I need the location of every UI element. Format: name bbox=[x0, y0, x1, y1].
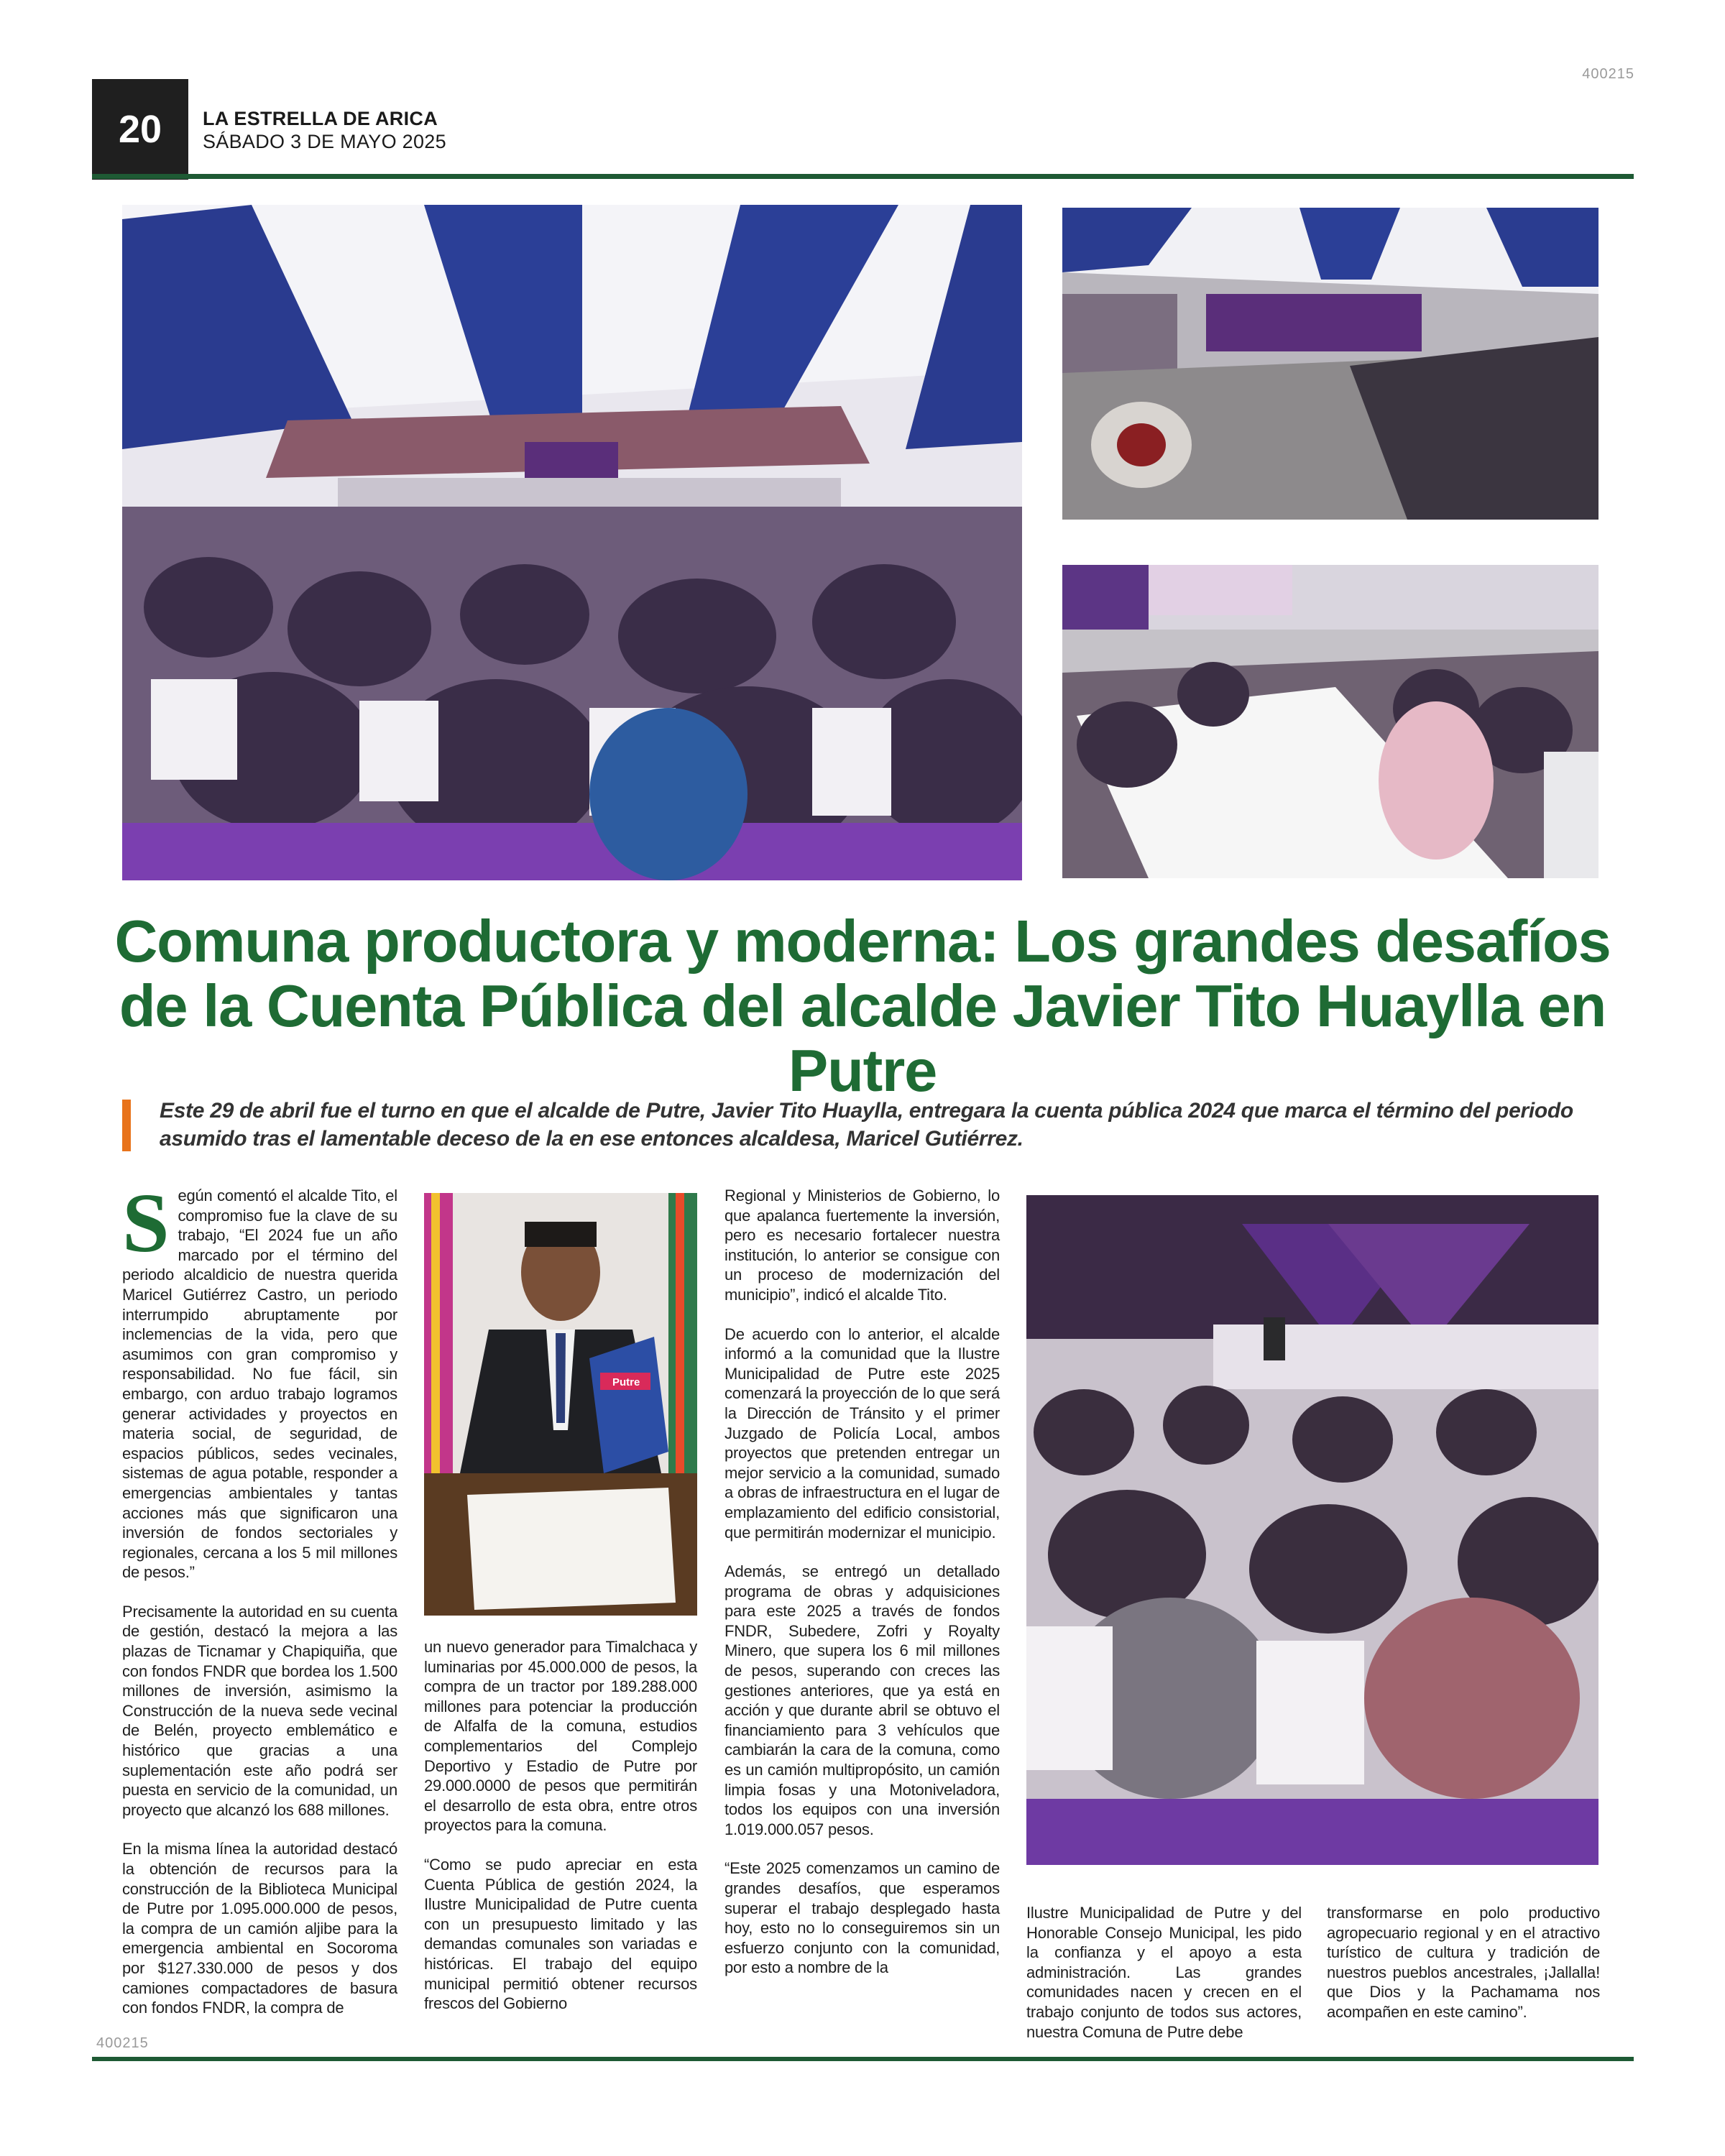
photo-mayor-portrait bbox=[424, 1193, 697, 1616]
photo-ceremony-audience bbox=[1026, 1195, 1598, 1865]
article-column-2 bbox=[424, 1637, 697, 2033]
photo-tent-drum bbox=[1062, 208, 1598, 520]
photo-audience-tent bbox=[122, 205, 1022, 880]
bottom-archive-code: 400215 bbox=[96, 2035, 149, 2051]
publication-date: SÁBADO 3 DE MAYO 2025 bbox=[203, 131, 446, 152]
page-number: 20 bbox=[92, 79, 188, 180]
booklet-title: Putre bbox=[612, 1376, 640, 1388]
article-headline: Comuna productora y moderna: Los grandes desafíos de la Cuenta Pública del alcalde Javier Tito Huaylla en Putre bbox=[114, 908, 1611, 1104]
footer-rule bbox=[92, 2057, 1634, 2061]
newspaper-name: LA ESTRELLA DE ARICA bbox=[203, 108, 438, 129]
col3-paragraph-3: Además, se entregó un detallado programa de obras y adquisiciones para este 2025 a través de fondos FNDR, Subedere, Zofri y Royalty Minero, que supera los 6 mil millones de pesos, superando con creces las gestiones anteriores, que ya está en acción y que durante abril se obtuvo el financiamiento para 3 vehículos que cambiarán la cara de la comuna, como es un camión multipropósito, un camión limpia fosas y una Motoniveladora, todos los equipos con una inversión 1.019.000.057 pesos. bbox=[724, 1562, 1000, 1838]
col1-paragraph-2: Precisamente la autoridad en su cuenta de gestión, destacó la mejora a las plazas de Ticnamar y Chapiquiña, que con fondos FNDR que bordea los 1.500 millones de inversión, asimismo la Construcción de la nueva sede vecinal de Belén, proyecto emblemático e histórico que gracias a una suplementación este año podrá ser puesta en servicio de la comunidad, un proyecto que alcanzó los 688 millones. bbox=[122, 1602, 397, 1819]
col2-paragraph-1: un nuevo generador para Timalchaca y luminarias por 45.000.000 de pesos, la compra de un tractor por 189.288.000 millones para potenciar la producción de Alfalfa de la comuna, estudios complementarios del Complejo Deportivo y Estadio de Putre por 29.000.0000 de pesos que permitirán el desarrollo de esta obra, entre otros proyectos para la comuna. bbox=[424, 1638, 697, 1835]
drop-cap: S bbox=[122, 1176, 170, 1270]
col5-paragraph-1: transformarse en polo productivo agropecuario regional y en el atractivo turístico de cultura y tradición de nuestros pueblos ancestrales, ¡Jallalla! que Dios y la Pachamama nos acompañen en este camino”. bbox=[1327, 1904, 1600, 2021]
col3-paragraph-1: Regional y Ministerios de Gobierno, lo que apalanca fuertemente la inversión, pero es necesario fortalecer nuestra institución, lo anterior se consigue con un proceso de modernización del municipio”, indicó el alcalde Tito. bbox=[724, 1187, 1000, 1304]
article-column-4 bbox=[1026, 1903, 1302, 2061]
col3-paragraph-4: “Este 2025 comenzamos un camino de grandes desafíos, que esperamos superar el trabajo desplegado hasta hoy, esto no lo conseguiremos sin un esfuerzo conjunto con la comunidad, por esto a nombre de la bbox=[724, 1859, 1000, 1977]
col1-paragraph-3: En la misma línea la autoridad destacó la obtención de recursos para la construcción de la Biblioteca Municipal de Putre por 1.095.000.000 de pesos, la compra de un camión aljibe para la emergencia ambiental en Socoroma por $127.330.000 de pesos y dos camiones compactadores de basura con fondos FNDR, la compra de bbox=[122, 1840, 397, 2017]
col3-paragraph-2: De acuerdo con lo anterior, el alcalde informó a la comunidad que la Ilustre Municipalidad de Putre este 2025 comenzará la proyección de lo que será la Dirección de Tránsito y el primer Juzgado de Policía Local, ambos proyectos que pretenden entregar un mejor servicio a la comunidad, sumado a obras de infraestructura en el lugar de emplazamiento del edificio consistorial, que permitirán modernizar el municipio. bbox=[724, 1325, 1000, 1542]
article-column-1 bbox=[122, 1176, 397, 2037]
col1-paragraph-1: egún comentó el alcalde Tito, el compromiso fue la clave de su trabajo, “El 2024 fue un año marcado por el término del periodo alcaldicio de nuestra querida Maricel Gutiérrez Castro, un periodo interrumpido abruptamente por inclemencias de la vida, pero que asumimos con gran compromiso y responsabilidad. No fue fácil, sin embargo, con arduo trabajo logramos generar actividades y proyectos en materia social, de seguridad, de espacios públicos, sedes vecinales, sistemas de agua potable, responder a emergencias ambientales y tantas acciones más que significaron una inversión de fondos sectoriales y regionales, cercana a los 5 mil millones de pesos.” bbox=[122, 1187, 397, 1582]
col4-paragraph-1: Ilustre Municipalidad de Putre y del Honorable Consejo Municipal, les pido la confianza y el apoyo a esta administración. Las grandes comunidades nacen y crecen en el trabajo conjunto de todos sus actores, nuestra Comuna de Putre debe bbox=[1026, 1904, 1302, 2041]
top-archive-code: 400215 bbox=[1582, 66, 1634, 82]
header-rule bbox=[92, 174, 1634, 179]
lead-accent-bar bbox=[122, 1100, 131, 1151]
col2-paragraph-2: “Como se pudo apreciar en esta Cuenta Pública de gestión 2024, la Ilustre Municipalidad de Putre cuenta con un presupuesto limitado y las demandas comunales son variadas e históricas. El trabajo del equipo municipal permitió obtener recursos frescos del Gobierno bbox=[424, 1855, 697, 2013]
article-column-5 bbox=[1327, 1903, 1600, 2042]
photo-table-participants bbox=[1062, 565, 1598, 878]
article-lead: Este 29 de abril fue el turno en que el alcalde de Putre, Javier Tito Huaylla, entregara la cuenta pública 2024 que marca el término del periodo asumido tras el lamentable deceso de la en ese entonces alcaldesa, Maricel Gutiérrez. bbox=[160, 1099, 1573, 1151]
article-column-3 bbox=[724, 1186, 1000, 1997]
